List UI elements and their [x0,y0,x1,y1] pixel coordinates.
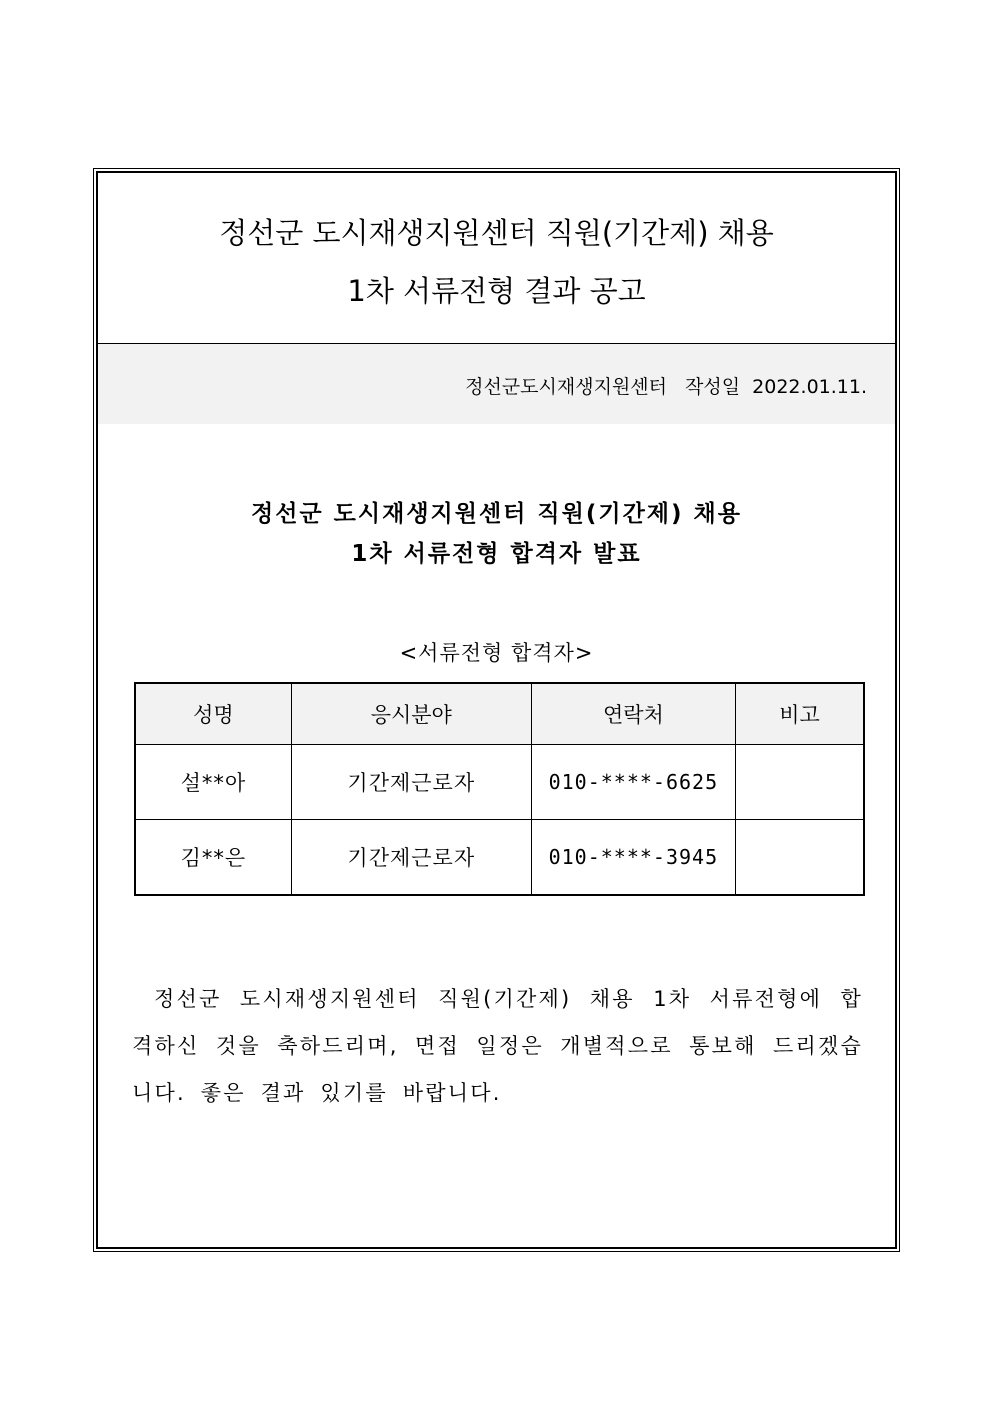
cell-note [735,820,864,896]
meta-band [98,344,895,424]
table-row [135,820,864,896]
header-note: 비고 [735,683,864,745]
organization-name: 정선군도시재생지원센터 [465,376,668,398]
document-title-line1: 정선군 도시재생지원센터 직원(기간제) 채용 [219,216,774,250]
meta-info [465,372,867,399]
table-caption: <서류전형 합격자> [399,641,594,665]
cell-contact: 010-****-3945 [531,820,735,896]
cell-name: 김**은 [135,820,291,896]
cell-field: 기간제근로자 [291,820,531,896]
announcement-line2: 1차 서류전형 합격자 발표 [351,541,642,567]
table-header-row [135,683,864,745]
body-text: 정선군 도시재생지원센터 직원(기간제) 채용 1차 서류전형에 합격하신 것을 축하드리며, 면접 일정은 개별적으로 통보해 드리겠습니다. 좋은 결과 있기를 바랍니다. [132,987,863,1105]
header-contact: 연락처 [531,683,735,745]
cell-name: 설**아 [135,745,291,820]
header-name: 성명 [135,683,291,745]
date-label: 작성일 [685,376,741,398]
table-row [135,745,864,820]
cell-note [735,745,864,820]
cell-contact: 010-****-6625 [531,745,735,820]
body-paragraph [132,976,863,1117]
passers-table [134,682,865,896]
announcement-line1: 정선군 도시재생지원센터 직원(기간제) 채용 [251,501,742,527]
title-box [98,173,895,344]
document-frame [96,171,897,1249]
date-value: 2022.01.11. [752,376,867,398]
document-title-line2: 1차 서류전형 결과 공고 [347,274,646,308]
header-field: 응시분야 [291,683,531,745]
cell-field: 기간제근로자 [291,745,531,820]
